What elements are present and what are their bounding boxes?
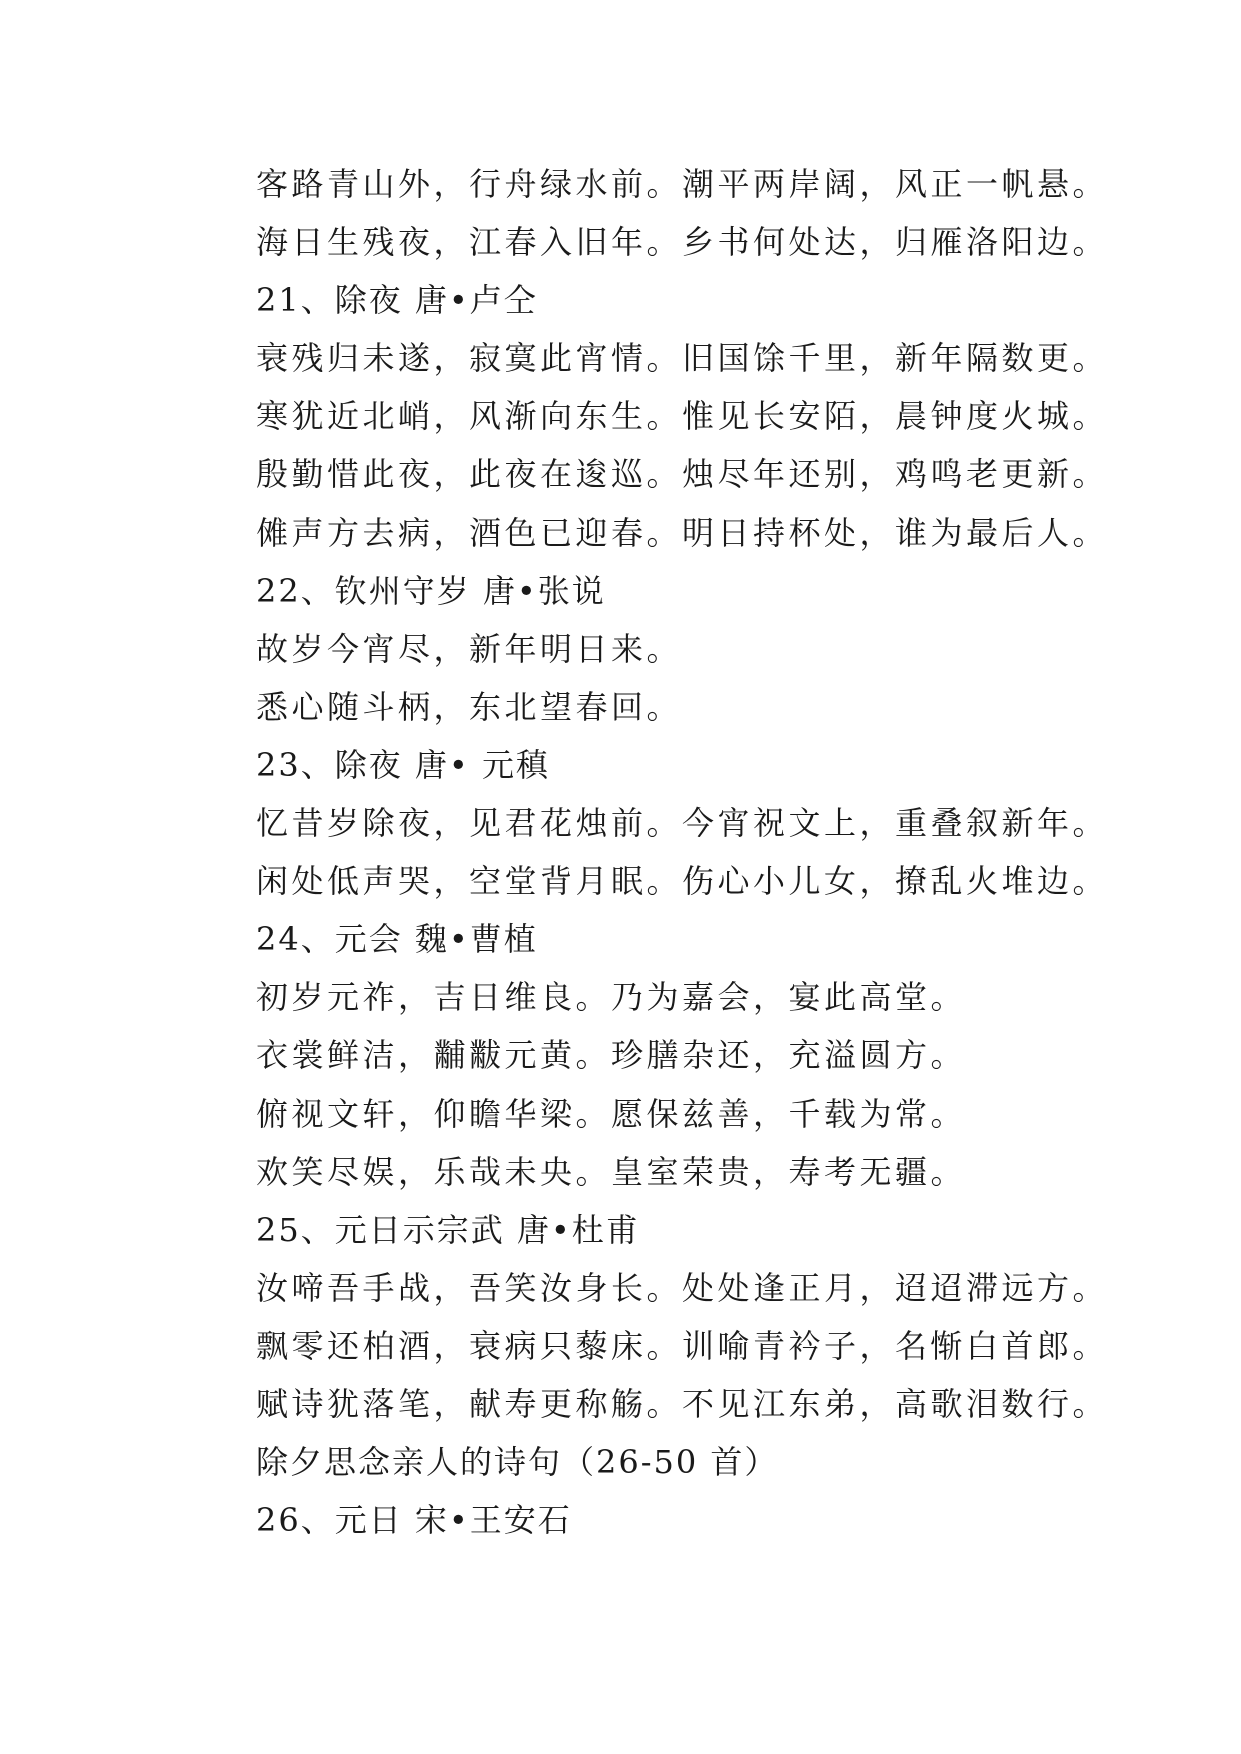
verse-line: 傩声方去病，酒色已迎春。明日持杯处，谁为最后人。: [256, 513, 1109, 552]
poem-heading: 26、元日 宋•王安石: [256, 1501, 572, 1540]
verse-line: 故岁今宵尽，新年明日来。: [256, 629, 683, 668]
verse-line: 闲处低声哭，空堂背月眠。伤心小儿女，撩乱火堆边。: [256, 862, 1109, 901]
verse-line: 俯视文轩，仰瞻华梁。愿保兹善，千载为常。: [256, 1094, 967, 1133]
verse-line: 汝啼吾手战，吾笑汝身长。处处逢正月，迢迢滞远方。: [256, 1268, 1109, 1307]
poem-heading: 25、元日示宗武 唐•杜甫: [256, 1210, 640, 1249]
verse-line: 衣裳鲜洁，黼黻元黄。珍膳杂还，充溢圆方。: [256, 1036, 967, 1075]
document-body: [256, 155, 1186, 1549]
verse-line: 海日生残夜，江春入旧年。乡书何处达，归雁洛阳边。: [256, 223, 1109, 262]
verse-line: 衰残归未遂，寂寞此宵情。旧国馀千里，新年隔数更。: [256, 339, 1109, 378]
poem-heading: 23、除夜 唐• 元稹: [256, 745, 550, 784]
verse-line: 客路青山外，行舟绿水前。潮平两岸阔，风正一帆悬。: [256, 165, 1109, 203]
poem-heading: 24、元会 魏•曹植: [256, 920, 538, 959]
verse-line: 赋诗犹落笔，献寿更称觞。不见江东弟，高歌泪数行。: [256, 1384, 1109, 1423]
verse-line: 寒犹近北峭，风渐向东生。惟见长安陌，晨钟度火城。: [256, 397, 1109, 436]
verse-line: 欢笑尽娱，乐哉未央。皇室荣贵，寿考无疆。: [256, 1152, 967, 1191]
verse-line: 初岁元祚，吉日维良。乃为嘉会，宴此高堂。: [256, 978, 967, 1017]
section-heading: 除夕思念亲人的诗句（26-50 首）: [256, 1443, 779, 1482]
poem-heading: 22、钦州守岁 唐•张说: [256, 571, 606, 610]
verse-line: 殷勤惜此夜，此夜在逡巡。烛尽年还别，鸡鸣老更新。: [256, 455, 1109, 494]
verse-line: 飘零还柏酒，衰病只藜床。训喻青衿子，名惭白首郎。: [256, 1326, 1109, 1365]
poem-heading: 21、除夜 唐•卢仝: [256, 281, 538, 320]
verse-line: 悉心随斗柄，东北望春回。: [256, 687, 683, 726]
verse-line: 忆昔岁除夜，见君花烛前。今宵祝文上，重叠叙新年。: [256, 804, 1109, 843]
